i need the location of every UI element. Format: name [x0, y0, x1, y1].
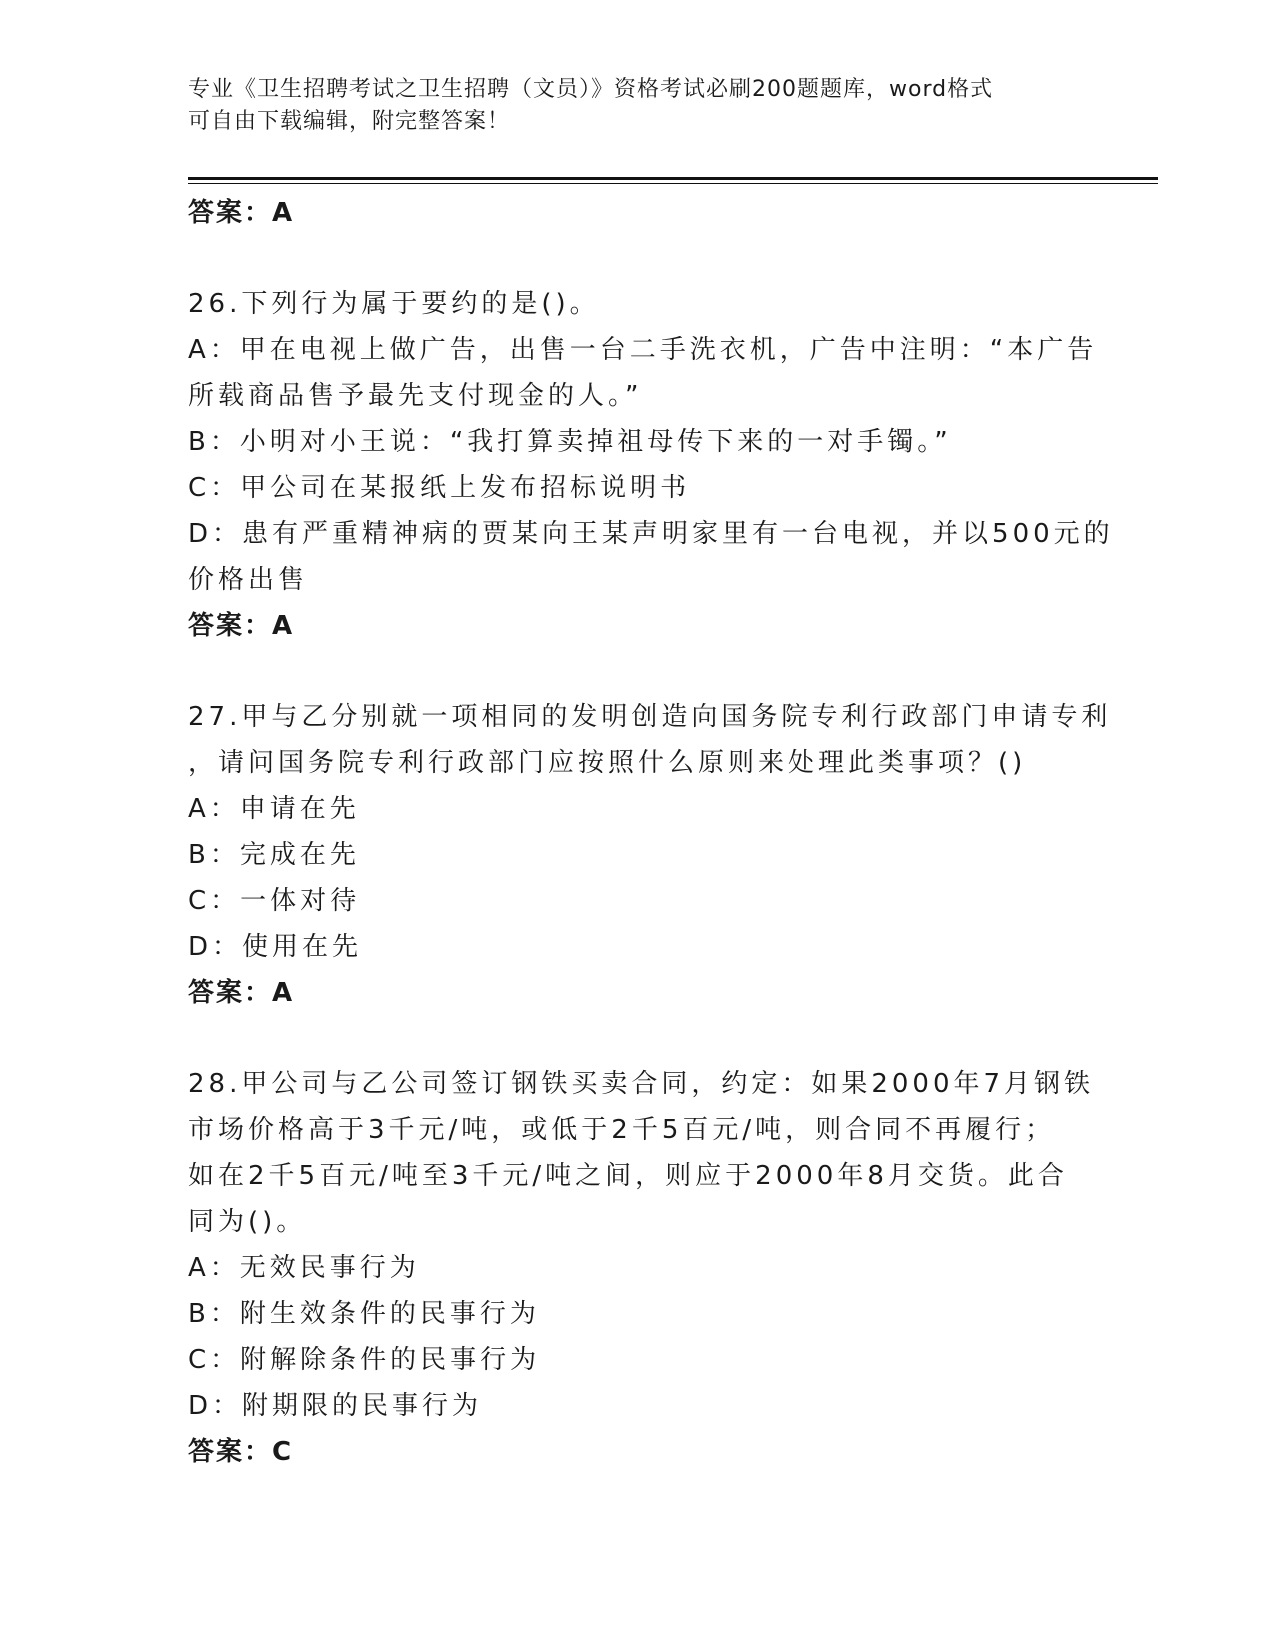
answer-line: 答案：A	[188, 198, 295, 228]
option-c: C：一体对待	[188, 886, 361, 916]
answer-line: 答案：C	[188, 1437, 294, 1467]
question-stem-continued: ，请问国务院专利行政部门应按照什么原则来处理此类事项？()	[188, 748, 1027, 778]
question-stem: 26.下列行为属于要约的是()。	[188, 289, 600, 319]
option-d-continued: 价格出售	[188, 565, 309, 595]
option-a-continued: 所载商品售予最先支付现金的人。”	[188, 381, 643, 411]
answer-line: 答案：A	[188, 611, 295, 641]
option-d: D：附期限的民事行为	[188, 1391, 483, 1421]
question-stem-continued: 市场价格高于3千元/吨，或低于2千5百元/吨，则合同不再履行；	[188, 1115, 1056, 1145]
option-d: D：患有严重精神病的贾某向王某声明家里有一台电视，并以500元的	[188, 519, 1114, 549]
answer-line: 答案：A	[188, 978, 295, 1008]
question-block-27	[188, 694, 1112, 1016]
question-stem: 27.甲与乙分别就一项相同的发明创造向国务院专利行政部门申请专利	[188, 702, 1112, 732]
header-line-1: 专业《卫生招聘考试之卫生招聘（文员）》资格考试必刷200题题库，word格式	[188, 77, 994, 102]
option-b: B：附生效条件的民事行为	[188, 1299, 540, 1329]
option-a: A：甲在电视上做广告，出售一台二手洗衣机，广告中注明：“本广告	[188, 335, 1098, 365]
header-rule-thin	[188, 183, 1158, 184]
question-stem-continued: 同为()。	[188, 1207, 307, 1237]
spacer	[188, 649, 1088, 694]
option-b: B：小明对小王说：“我打算卖掉祖母传下来的一对手镯。”	[188, 427, 952, 457]
option-a: A：申请在先	[188, 794, 360, 824]
option-b: B：完成在先	[188, 840, 360, 870]
option-c: C：附解除条件的民事行为	[188, 1345, 541, 1375]
header-line-2: 可自由下载编辑，附完整答案！	[188, 109, 511, 134]
header-rule-thick	[188, 177, 1158, 180]
question-stem: 28.甲公司与乙公司签订钢铁买卖合同，约定：如果2000年7月钢铁	[188, 1069, 1095, 1099]
question-block-26	[188, 281, 1114, 649]
document-header	[188, 74, 1068, 138]
option-d: D：使用在先	[188, 932, 363, 962]
option-a: A：无效民事行为	[188, 1253, 420, 1283]
question-block-28	[188, 1061, 1095, 1475]
spacer	[188, 1016, 1088, 1061]
spacer	[188, 236, 1088, 281]
document-body	[188, 190, 1114, 1475]
option-c: C：甲公司在某报纸上发布招标说明书	[188, 473, 691, 503]
question-stem-continued: 如在2千5百元/吨至3千元/吨之间，则应于2000年8月交货。此合	[188, 1161, 1068, 1191]
